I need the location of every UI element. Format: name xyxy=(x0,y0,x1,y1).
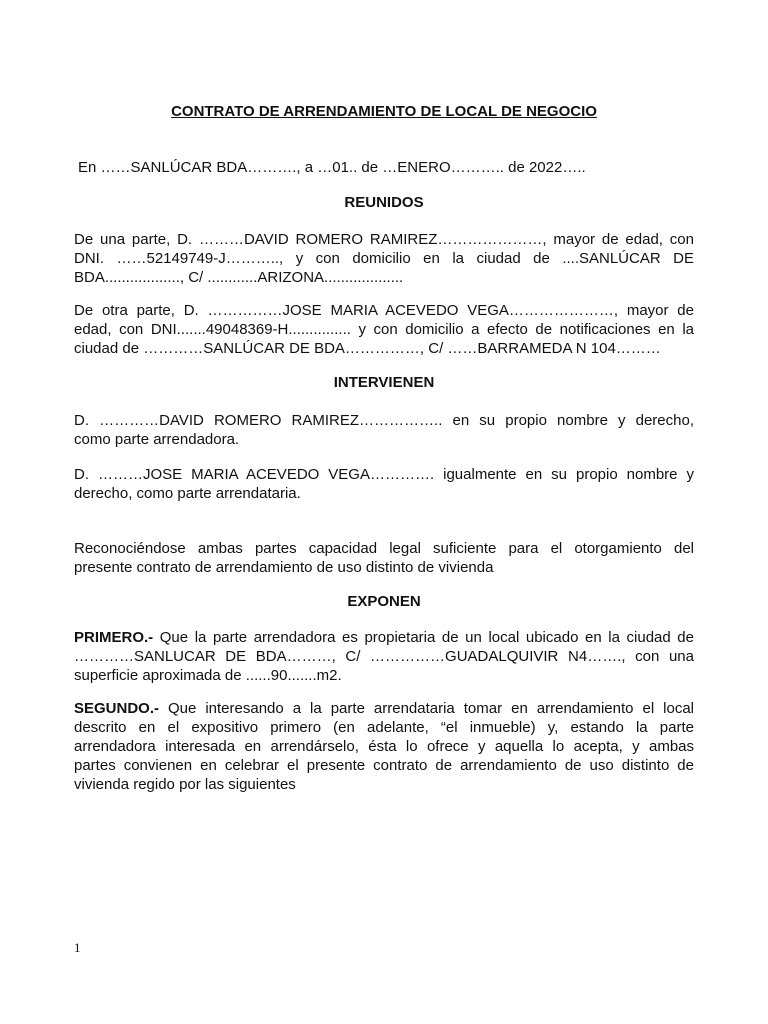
capacidad-paragraph xyxy=(74,539,694,577)
clause-label-primero: PRIMERO.- xyxy=(74,629,154,646)
text-line: presente contrato de arrendamiento de uso distinto de vivienda xyxy=(74,559,494,576)
text-line: descrito en el expositivo primero (en adelante, “el inmueble) y, estando la parte xyxy=(74,719,694,736)
text-line: superficie aproximada de ......90.......m2. xyxy=(74,667,342,684)
clause-text: Que la parte arrendadora es propietaria de un local ubicado en la ciudad de xyxy=(153,629,694,646)
intervienen-paragraph-1 xyxy=(74,411,694,449)
section-heading-intervienen: INTERVIENEN xyxy=(333,374,435,391)
date-line: En ……SANLÚCAR BDA………., a …01.. de …ENERO……….. de 2022….. xyxy=(78,159,586,176)
text-line: D. ………JOSE MARIA ACEVEDO VEGA…………. igualmente en su propio nombre y xyxy=(74,466,694,483)
text-line: vivienda regido por las siguientes xyxy=(74,776,296,793)
text-line: De una parte, D. ………DAVID ROMERO RAMIREZ…………………, mayor de edad, con xyxy=(74,231,694,248)
segundo-paragraph xyxy=(74,699,694,794)
text-line: edad, con DNI.......49048369-H............... y con domicilio a efecto de notificaciones en la xyxy=(74,321,694,338)
clause-label-segundo: SEGUNDO.- xyxy=(74,700,160,717)
text-line: BDA.................., C/ ............ARIZONA................... xyxy=(74,269,404,286)
reunidos-paragraph-1 xyxy=(74,230,694,287)
text-line: arrendadora interesada en arrendárselo, ésta lo ofrece y aquella lo acepta, y ambas xyxy=(74,738,694,755)
document-title: CONTRATO DE ARRENDAMIENTO DE LOCAL DE NEGOCIO xyxy=(171,103,597,120)
text-line: …………SANLUCAR DE BDA………, C/ ……………GUADALQUIVIR N4……., con una xyxy=(74,648,694,665)
text-line: De otra parte, D. ……………JOSE MARIA ACEVEDO VEGA…………………, mayor de xyxy=(74,302,694,319)
intervienen-paragraph-2 xyxy=(74,465,694,503)
page-number: 1 xyxy=(74,940,81,955)
text-line: partes convienen en celebrar el presente contrato de arrendamiento de uso distinto de xyxy=(74,757,694,774)
section-heading-reunidos: REUNIDOS xyxy=(344,194,424,211)
reunidos-paragraph-2 xyxy=(74,301,694,358)
text-line xyxy=(74,699,694,718)
text-line: derecho, como parte arrendataria. xyxy=(74,485,301,502)
text-line: DNI. ……52149749-J……….., y con domicilio en la ciudad de ....SANLÚCAR DE xyxy=(74,250,694,267)
text-line xyxy=(74,628,694,647)
clause-text: Que interesando a la parte arrendataria tomar en arrendamiento el local xyxy=(159,700,694,717)
text-line: como parte arrendadora. xyxy=(74,431,240,448)
text-line: ciudad de …………SANLÚCAR DE BDA……………, C/ ……BARRAMEDA N 104……… xyxy=(74,340,661,357)
primero-paragraph xyxy=(74,628,694,685)
section-heading-exponen: EXPONEN xyxy=(347,593,421,610)
text-line: Reconociéndose ambas partes capacidad legal suficiente para el otorgamiento del xyxy=(74,540,694,557)
text-line: D. …………DAVID ROMERO RAMIREZ…………….. en su propio nombre y derecho, xyxy=(74,412,694,429)
